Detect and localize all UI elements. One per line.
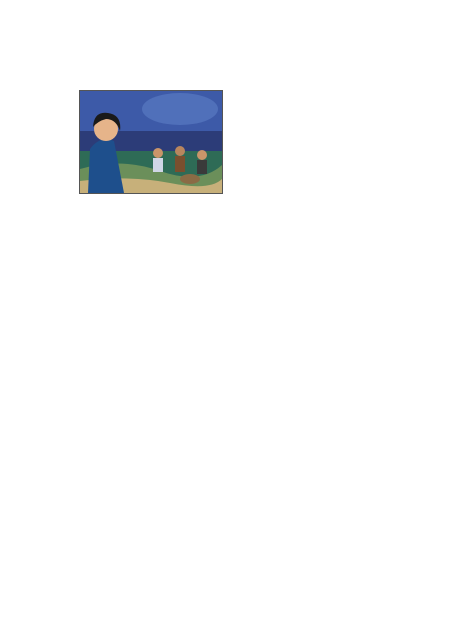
cover-art <box>80 91 222 193</box>
cover-illustration <box>79 90 223 194</box>
